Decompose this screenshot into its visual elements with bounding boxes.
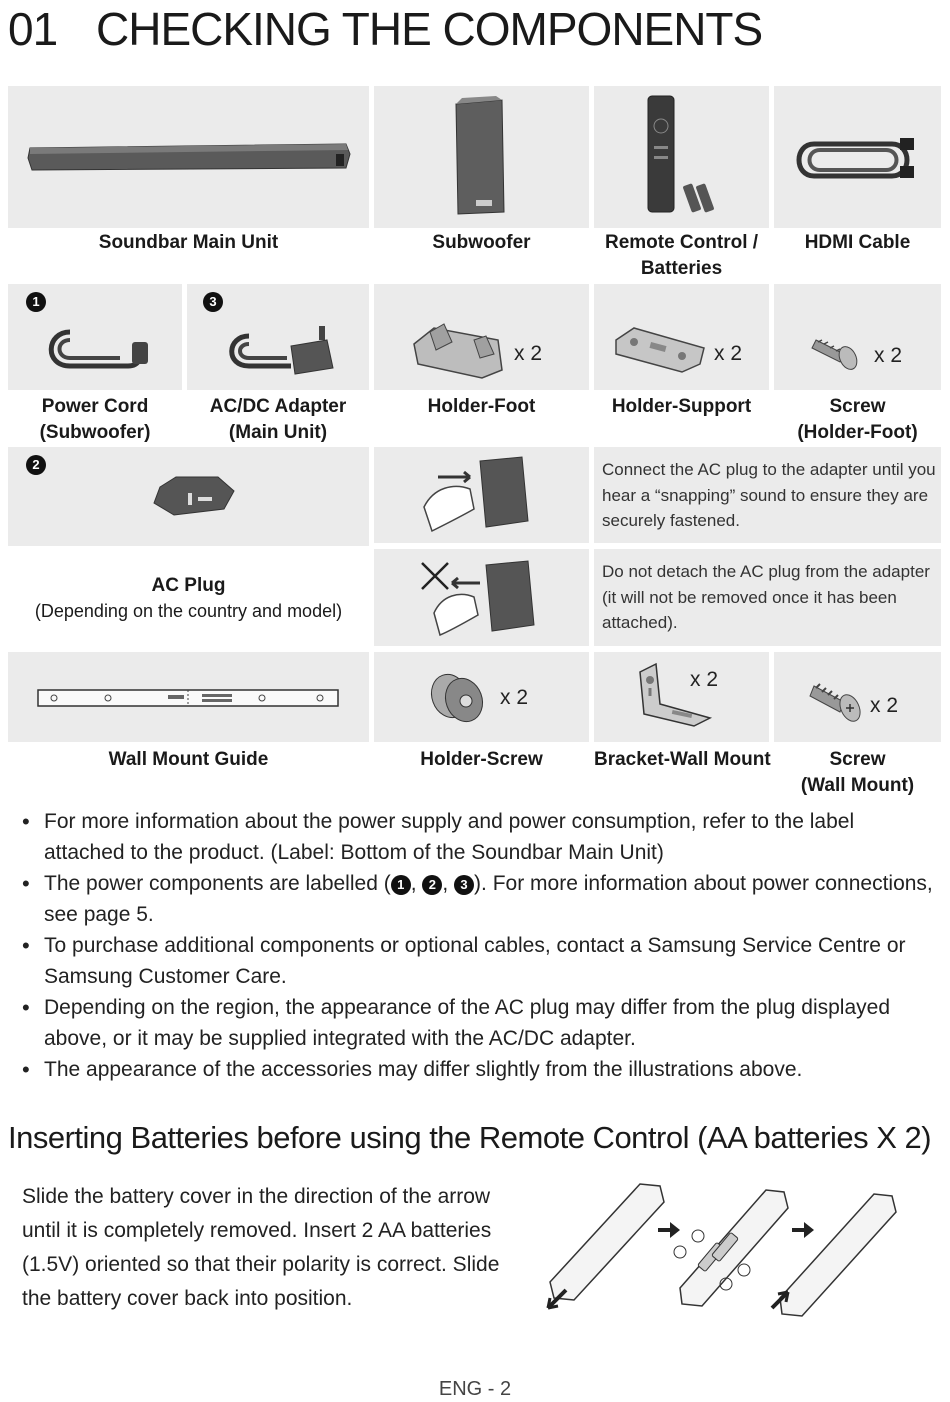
label-holder-screw: Holder-Screw [420, 749, 543, 770]
cell-screw-wall [774, 652, 941, 742]
cell-subwoofer [374, 86, 589, 228]
holder-screw-illustration [374, 652, 589, 742]
screw-wall-illustration [774, 652, 941, 742]
label-remote-line2: Batteries [640, 258, 723, 279]
cell-soundbar [8, 86, 369, 228]
cell-holder-screw [374, 652, 589, 742]
qty-holder-screw: x 2 [500, 686, 529, 709]
label-power-cord-line1: Power Cord [41, 396, 149, 417]
batteries-section-body: Slide the battery cover in the direction of the arrow until it is completely removed. Insert 2 AA batteries (1.5V) oriented so that their polarity is correct. Slide the battery cover back into position. [22, 1185, 500, 1310]
label-bracket: Bracket-Wall Mount [594, 749, 771, 770]
label-subwoofer: Subwoofer [432, 232, 531, 253]
badge-ac-plug: 2 [26, 455, 46, 475]
inline-badge-3: 3 [454, 875, 474, 895]
label-wall-mount-guide: Wall Mount Guide [108, 749, 269, 770]
label-hdmi: HDMI Cable [804, 232, 911, 253]
label-adapter-line1: AC/DC Adapter [209, 396, 347, 417]
cell-screw-foot [774, 284, 941, 390]
bracket-illustration [594, 652, 769, 742]
cell-adapter [187, 284, 369, 390]
label-screw-wall-line1: Screw [829, 749, 886, 770]
subwoofer-illustration [374, 86, 589, 228]
battery-insertion-illustration [540, 1172, 940, 1322]
label-adapter-line2: (Main Unit) [228, 422, 328, 443]
bullet-power-components-post: ). For more information about power connections, see page 5. [44, 872, 933, 926]
hdmi-cable-illustration [774, 86, 941, 228]
adapter-illustration [187, 284, 369, 390]
label-screw-foot-line1: Screw [829, 396, 886, 417]
soundbar-illustration [8, 86, 369, 228]
bullet-purchase: • To purchase additional components or optional cables, contact a Samsung Service Centre or Samsung Customer Care. [22, 930, 937, 992]
ac-plug-illustration [8, 447, 369, 546]
remote-illustration [594, 86, 769, 228]
notes-list [22, 806, 937, 1085]
cell-ac-plug [8, 447, 369, 546]
wall-mount-guide-illustration [8, 652, 369, 742]
label-screw-foot-line2: (Holder-Foot) [797, 422, 918, 443]
page-title [8, 2, 762, 56]
inline-badge-1: 1 [391, 875, 411, 895]
badge-power-cord: 1 [26, 292, 46, 312]
screw-foot-illustration [774, 284, 941, 390]
cell-hdmi [774, 86, 941, 228]
cell-connect-illustration [374, 447, 589, 543]
qty-holder-foot: x 2 [514, 342, 543, 365]
note-connect: Connect the AC plug to the adapter until you hear a “snapping” sound to ensure they are securely fastened. [602, 460, 936, 530]
cell-holder-foot [374, 284, 589, 390]
power-cord-illustration [8, 284, 182, 390]
section-number: 01 [8, 3, 58, 55]
holder-foot-illustration [374, 284, 589, 390]
bullet-appearance: • The appearance of the accessories may differ slightly from the illustrations above. [22, 1054, 937, 1085]
cell-remote [594, 86, 769, 228]
note-detach: Do not detach the AC plug from the adapter (it will not be removed once it has been attached). [602, 562, 930, 632]
qty-screw-foot: x 2 [874, 344, 903, 367]
label-ac-plug-sub: (Depending on the country and model) [34, 601, 343, 621]
label-holder-support: Holder-Support [611, 396, 752, 417]
cell-detach-illustration [374, 549, 589, 646]
label-holder-foot: Holder-Foot [427, 396, 536, 417]
bullet-power-components: • The power components are labelled ( 1 , 2 , 3 ). For more information about power connections, see page 5. [22, 868, 937, 930]
cell-holder-support [594, 284, 769, 390]
label-power-cord-line2: (Subwoofer) [39, 422, 151, 443]
bullet-ac-plug-region: • Depending on the region, the appearance of the AC plug may differ from the plug displayed above, or it may be supplied integrated with the AC/DC adapter. [22, 992, 937, 1054]
page-number: ENG - 2 [438, 1378, 512, 1400]
qty-holder-support: x 2 [714, 342, 743, 365]
cell-note-connect [594, 447, 941, 543]
cell-bracket [594, 652, 769, 742]
holder-support-illustration [594, 284, 769, 390]
label-screw-wall-line2: (Wall Mount) [800, 775, 915, 796]
label-ac-plug: AC Plug [151, 575, 226, 596]
inline-badge-2: 2 [422, 875, 442, 895]
label-soundbar: Soundbar Main Unit [98, 232, 279, 253]
qty-screw-wall: x 2 [870, 694, 899, 717]
label-remote-line1: Remote Control / [604, 232, 759, 253]
connect-plug-illustration [374, 447, 589, 543]
bullet-power-components-pre: The power components are labelled ( [44, 872, 391, 895]
detach-plug-illustration [374, 549, 589, 646]
cell-wall-mount-guide [8, 652, 369, 742]
cell-power-cord [8, 284, 182, 390]
bullet-power-supply: • For more information about the power supply and power consumption, refer to the label attached to the product. (Label: Bottom of the Soundbar Main Unit) [22, 806, 937, 868]
section-title-text: CHECKING THE COMPONENTS [96, 3, 763, 55]
qty-bracket: x 2 [690, 668, 719, 691]
badge-adapter: 3 [203, 292, 223, 312]
batteries-section-title: Inserting Batteries before using the Remote Control (AA batteries X 2) [8, 1120, 932, 1155]
cell-note-detach [594, 549, 941, 646]
